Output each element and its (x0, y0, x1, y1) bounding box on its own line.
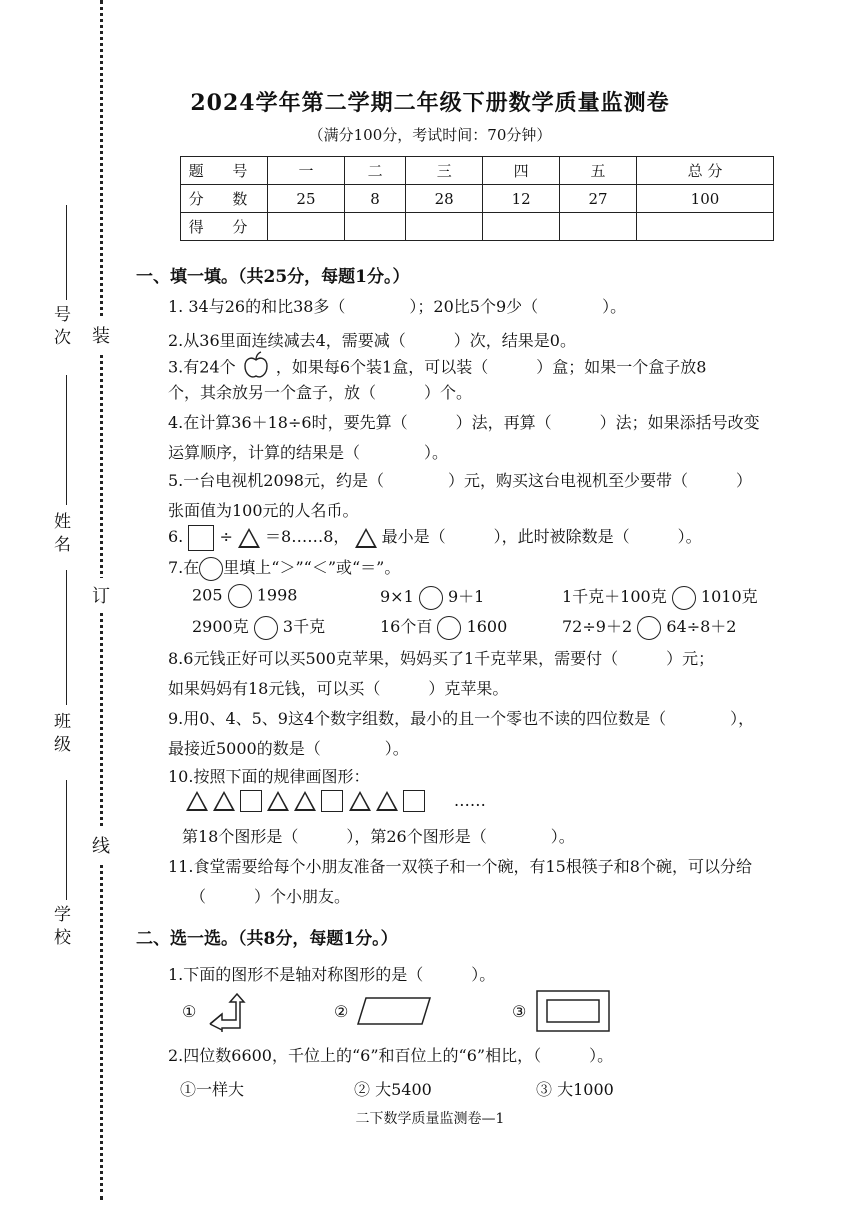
compare-right: 1600 (466, 617, 508, 636)
triangle-icon (267, 791, 289, 811)
q7-text-post: 里填上“＞”“＜”或“＝”。 (223, 558, 401, 577)
compare-answer-circle[interactable] (254, 616, 278, 640)
section1-title: 一、填一填。（共25分，每题1分。） (136, 267, 410, 287)
triangle-icon (238, 528, 260, 548)
compare-right: 1998 (256, 585, 298, 605)
score-input-cell[interactable] (406, 213, 483, 241)
q6-number: 6. (168, 527, 184, 546)
label-name: 姓名 (50, 512, 70, 558)
compare-left: 16个百 (380, 617, 433, 636)
points-cell: 27 (560, 185, 637, 213)
points-cell: 8 (344, 185, 405, 213)
compare-item (380, 614, 507, 640)
q6-divide: ÷ (219, 527, 233, 546)
question-1-10-cont: 第18个图形是（ ），第26个图形是（ ）。 (182, 827, 575, 846)
label-number: 号次 (50, 305, 70, 351)
triangle-icon (294, 791, 316, 811)
col-header: 二 (344, 157, 405, 185)
question-1-11-cont: （ ）个小朋友。 (190, 887, 351, 906)
points-cell: 28 (406, 185, 483, 213)
question-1-1: 1. 34与26的和比38多（ ）；20比5个9少（ ）。 (168, 297, 627, 316)
question-1-10: 10.按照下面的规律画图形： (168, 767, 370, 786)
write-line-name (66, 375, 67, 505)
compare-item (562, 614, 736, 640)
option-3-text: ③ 大1000 (536, 1080, 614, 1099)
write-line-class (66, 570, 67, 705)
q3-text-post: ，如果每6个装1盒，可以装（ ）盒；如果一个盒子放8 (275, 357, 707, 377)
question-1-3-cont: 个，其余放另一个盒子，放（ ）个。 (168, 383, 473, 402)
compare-answer-circle[interactable] (637, 616, 661, 640)
exam-title: 2024学年第二学期二年级下册数学质量监测卷 (190, 90, 670, 116)
square-icon (403, 790, 425, 812)
triangle-icon (349, 791, 371, 811)
binding-mark-ding: 订 (92, 578, 110, 612)
col-header: 三 (406, 157, 483, 185)
nested-rectangle-icon (536, 990, 610, 1036)
compare-answer-circle[interactable] (228, 584, 252, 608)
question-2-2: 2.四位数6600，千位上的“6”和百位上的“6”相比，（ ）。 (168, 1046, 614, 1065)
q6-text-end: 最小是（ ），此时被除数是（ ）。 (381, 527, 702, 546)
option-2-label: ② (334, 1002, 349, 1021)
q3-text-pre: 3.有24个 (168, 357, 236, 377)
score-input-cell[interactable] (483, 213, 560, 241)
option-1-label: ① (182, 1002, 197, 1021)
binding-mark-zhuang: 装 (92, 318, 110, 352)
shape-pattern (186, 790, 486, 812)
score-input-cell[interactable] (344, 213, 405, 241)
triangle-icon (186, 791, 208, 811)
page-footer: 二下数学质量监测卷—1 (355, 1111, 505, 1127)
label-school: 学校 (50, 905, 70, 951)
parallelogram-icon (356, 996, 432, 1030)
question-1-6 (168, 524, 702, 551)
row-label-points: 分 数 (181, 185, 268, 213)
question-1-7 (168, 555, 400, 581)
label-class: 班级 (50, 712, 70, 758)
circle-icon (199, 557, 223, 581)
score-input-cell[interactable] (637, 213, 774, 241)
option-3-label: ③ (512, 1002, 527, 1021)
pattern-ellipsis: …… (453, 790, 486, 810)
q7-text-pre: 7.在 (168, 558, 200, 577)
section2-title: 二、选一选。（共8分，每题1分。） (136, 929, 398, 949)
compare-item (380, 584, 484, 610)
compare-left: 2900克 (192, 617, 249, 636)
question-1-5-cont: 张面值为100元的人名币。 (168, 501, 359, 520)
table-row (181, 213, 774, 241)
exam-subtitle: （满分100分，考试时间：70分钟） (308, 126, 552, 144)
compare-left: 72÷9＋2 (562, 617, 633, 636)
compare-item (192, 584, 297, 608)
question-1-8: 8.6元钱正好可以买500克苹果，妈妈买了1千克苹果，需要付（ ）元； (168, 649, 715, 668)
compare-right: 3千克 (282, 617, 326, 636)
compare-right: 64÷8＋2 (666, 617, 737, 636)
compare-left: 205 (192, 585, 223, 605)
score-input-cell[interactable] (560, 213, 637, 241)
question-1-2: 2.从36里面连续减去4，需要减（ ）次，结果是0。 (168, 331, 576, 350)
col-header: 五 (560, 157, 637, 185)
question-1-4-cont: 运算顺序，计算的结果是（ ）。 (168, 443, 449, 462)
write-line-school (66, 780, 67, 900)
compare-answer-circle[interactable] (419, 586, 443, 610)
table-row (181, 185, 774, 213)
square-icon (188, 525, 214, 551)
question-1-9: 9.用0、4、5、9这4个数字组数，最小的且一个零也不读的四位数是（ ）， (168, 709, 755, 728)
compare-right: 9＋1 (447, 587, 485, 606)
question-1-8-cont: 如果妈妈有18元钱，可以买（ ）克苹果。 (168, 679, 509, 698)
compare-item (562, 584, 758, 610)
row-label-score: 得 分 (181, 213, 268, 241)
write-line-number (66, 205, 67, 300)
compare-right: 1010克 (700, 587, 758, 606)
points-cell: 12 (483, 185, 560, 213)
col-header: 一 (268, 157, 345, 185)
option-2-text: ② 大5400 (354, 1080, 432, 1099)
compare-left: 1千克＋100克 (562, 587, 667, 606)
question-2-1: 1.下面的图形不是轴对称图形的是（ ）。 (168, 965, 496, 984)
compare-item (192, 614, 325, 640)
points-cell: 100 (637, 185, 774, 213)
question-1-5: 5.一台电视机2098元，约是（ ）元，购买这台电视机至少要带（ ） (168, 471, 752, 490)
binding-mark-xian: 线 (92, 828, 110, 862)
points-cell: 25 (268, 185, 345, 213)
square-icon (321, 790, 343, 812)
question-1-11: 11.食堂需要给每个小朋友准备一双筷子和一个碗，有15根筷子和8个碗，可以分给 (168, 857, 752, 876)
question-1-9-cont: 最接近5000的数是（ ）。 (168, 739, 409, 758)
triangle-icon (376, 791, 398, 811)
arrow-shape-icon (204, 992, 246, 1036)
triangle-icon (355, 528, 377, 548)
col-header: 四 (483, 157, 560, 185)
score-input-cell[interactable] (268, 213, 345, 241)
col-header: 总 分 (637, 157, 774, 185)
option-1-text: ①一样大 (180, 1080, 245, 1099)
score-table (180, 156, 774, 241)
triangle-icon (213, 791, 235, 811)
q6-result: ＝8……8， (265, 527, 350, 546)
question-1-4: 4.在计算36＋18÷6时，要先算（ ）法，再算（ ）法；如果添括号改变 (168, 413, 760, 432)
row-label-number: 题 号 (181, 157, 268, 185)
square-icon (240, 790, 262, 812)
compare-answer-circle[interactable] (437, 616, 461, 640)
compare-left: 9×1 (380, 587, 414, 606)
table-row (181, 157, 774, 185)
compare-answer-circle[interactable] (672, 586, 696, 610)
